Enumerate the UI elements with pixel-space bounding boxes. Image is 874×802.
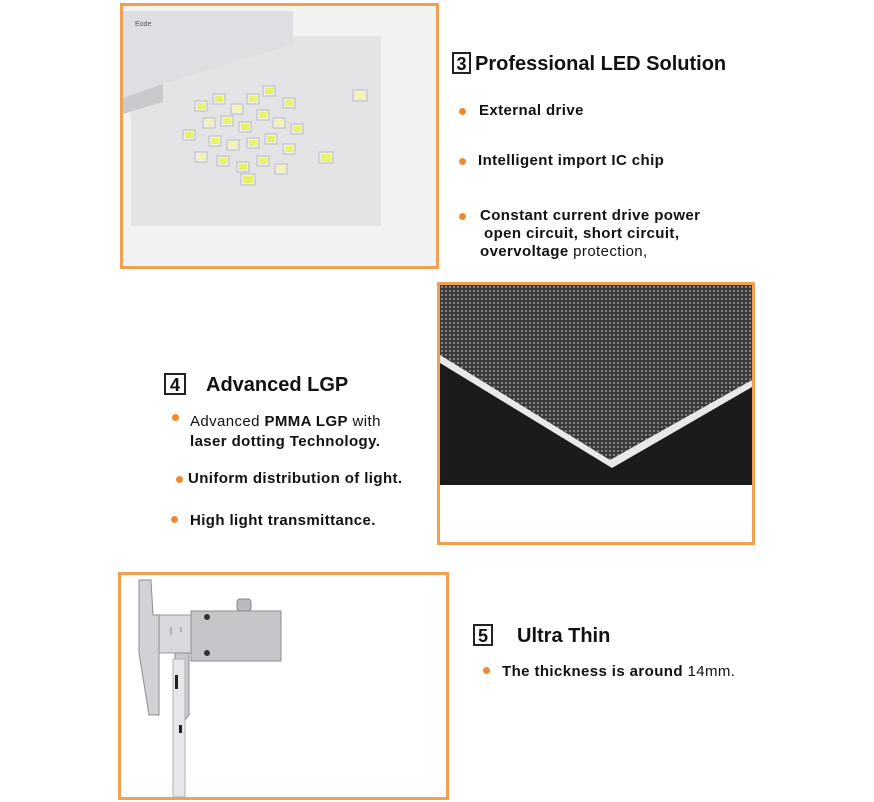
section3-bullet-1: External drive (479, 102, 584, 119)
section4-title (164, 373, 348, 397)
section4-bullet-1-line1 (190, 412, 381, 431)
with-text: with (347, 413, 381, 430)
lgp-photo (440, 285, 752, 542)
section4-title-text: Advanced LGP (206, 374, 349, 396)
pmma-lgp-text: PMMA LGP (264, 413, 348, 430)
section3-bullet-3-line2: open circuit, short circuit, (484, 225, 680, 242)
bullet-icon (459, 213, 466, 220)
advanced-text: Advanced (190, 413, 265, 430)
led-chips-photo (123, 6, 436, 266)
thickness-text: thickness is around (529, 663, 688, 680)
section4-bullet-3: High light transmittance. (190, 512, 376, 529)
bullet-icon (171, 516, 178, 523)
lgp-photo-frame (437, 282, 755, 545)
bullet-icon (483, 667, 490, 674)
section3-bullet-3-line3 (480, 242, 648, 261)
section5-bullet (502, 662, 735, 681)
bullet-icon (176, 476, 183, 483)
bullet-icon (459, 158, 466, 165)
svg-text:Eode: Eode (135, 21, 152, 28)
section4-number-box: 4 (164, 373, 186, 395)
section5-title (473, 624, 610, 648)
section5-number-box: 5 (473, 624, 493, 646)
caliper-photo (121, 575, 446, 797)
thickness-value: 14mm. (687, 663, 736, 680)
section3-bullet-2: Intelligent import IC chip (478, 152, 665, 169)
section4-bullet-2: Uniform distribution of light. (188, 470, 403, 487)
bullet-icon (172, 414, 179, 421)
the-text: The (502, 663, 530, 680)
section3-bullet-3-line1: Constant current drive power (480, 207, 701, 224)
led-chips-photo-frame (120, 3, 439, 269)
bullet-icon (459, 108, 466, 115)
section4-bullet-1-line2: laser dotting Technology. (190, 433, 381, 450)
section5-title-text: Ultra Thin (517, 625, 611, 647)
section3-title (452, 52, 726, 76)
caliper-photo-frame (118, 572, 449, 800)
section3-title-text: Professional LED Solution (475, 53, 727, 75)
section3-number-box: 3 (452, 52, 471, 74)
overvoltage-text: overvoltage (480, 243, 569, 260)
protection-text: protection, (568, 243, 648, 260)
